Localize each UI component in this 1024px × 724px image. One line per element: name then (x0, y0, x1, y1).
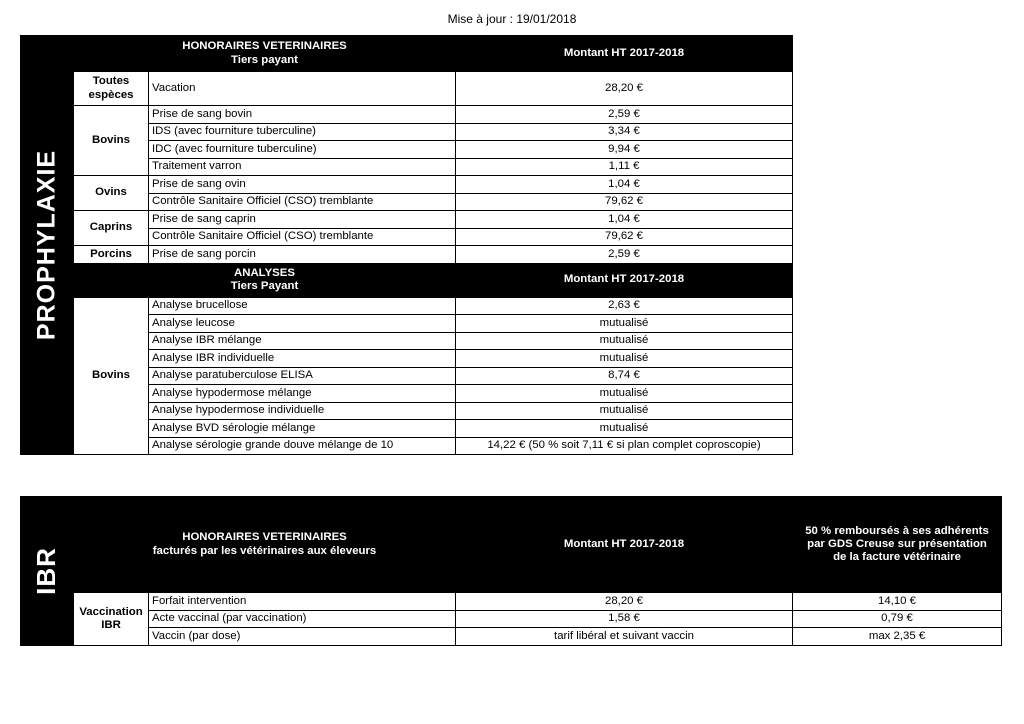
ibr-rembourse-header: 50 % remboursés à ses adhérents par GDS Creuse sur présentation de la facture vétérinaire (793, 497, 1002, 593)
honoraires-header: HONORAIRES VETERINAIRES Tiers payant (74, 36, 456, 72)
row-value: 1,04 € (456, 176, 793, 194)
analysis-label: Analyse BVD sérologie mélange (149, 420, 456, 438)
ibr-row-value: 1,58 € (456, 610, 793, 628)
ibr-row-refund: 0,79 € (793, 610, 1002, 628)
analysis-label: Analyse brucellose (149, 297, 456, 315)
category-caprins: Caprins (74, 211, 149, 246)
analysis-label: Analyse hypodermose mélange (149, 385, 456, 403)
update-date: Mise à jour : 19/01/2018 (447, 12, 577, 26)
analysis-value: 2,63 € (456, 297, 793, 315)
ibr-row-label: Acte vaccinal (par vaccination) (149, 610, 456, 628)
row-value: 2,59 € (456, 246, 793, 264)
row-label: Prise de sang caprin (149, 211, 456, 229)
analysis-label: Analyse hypodermose individuelle (149, 402, 456, 420)
analyses-header: ANALYSES Tiers Payant (74, 263, 456, 297)
row-label: IDS (avec fourniture tuberculine) (149, 123, 456, 141)
analysis-label: Analyse IBR mélange (149, 332, 456, 350)
category-ovins: Ovins (74, 176, 149, 211)
row-value: 79,62 € (456, 193, 793, 211)
montant-header: Montant HT 2017-2018 (456, 36, 793, 72)
ibr-row-value: 28,20 € (456, 593, 793, 611)
row-label: Contrôle Sanitaire Officiel (CSO) tremblante (149, 193, 456, 211)
row-label: Vacation (149, 72, 456, 106)
ibr-row-refund: max 2,35 € (793, 628, 1002, 646)
analysis-value: 8,74 € (456, 367, 793, 385)
category-toutes-especes: Toutes espèces (74, 72, 149, 106)
analysis-label: Analyse paratuberculose ELISA (149, 367, 456, 385)
row-label: Prise de sang porcin (149, 246, 456, 264)
analysis-label: Analyse leucose (149, 315, 456, 333)
analysis-label: Analyse sérologie grande douve mélange de 10 (149, 437, 456, 455)
ibr-montant-header: Montant HT 2017-2018 (456, 497, 793, 593)
row-value: 3,34 € (456, 123, 793, 141)
row-value: 28,20 € (456, 72, 793, 106)
row-value: 2,59 € (456, 106, 793, 124)
analyses-montant-header: Montant HT 2017-2018 (456, 263, 793, 297)
analysis-value: mutualisé (456, 402, 793, 420)
row-value: 79,62 € (456, 228, 793, 246)
analysis-value: mutualisé (456, 350, 793, 368)
ibr-row-label: Vaccin (par dose) (149, 628, 456, 646)
ibr-honoraires-header: HONORAIRES VETERINAIRES facturés par les vétérinaires aux éleveurs (74, 497, 456, 593)
ibr-table (20, 496, 1002, 646)
row-value: 1,04 € (456, 211, 793, 229)
row-value: 9,94 € (456, 141, 793, 159)
ibr-row-value: tarif libéral et suivant vaccin (456, 628, 793, 646)
analysis-value: 14,22 € (50 % soit 7,11 € si plan complet coproscopie) (456, 437, 793, 455)
row-label: Prise de sang bovin (149, 106, 456, 124)
analysis-label: Analyse IBR individuelle (149, 350, 456, 368)
analysis-value: mutualisé (456, 332, 793, 350)
category-bovins-analyses: Bovins (74, 297, 149, 455)
ibr-side-label: IBR (21, 497, 74, 646)
analysis-value: mutualisé (456, 420, 793, 438)
category-vaccination-ibr: Vaccination IBR (74, 593, 149, 646)
category-porcins: Porcins (74, 246, 149, 264)
analysis-value: mutualisé (456, 315, 793, 333)
row-label: Traitement varron (149, 158, 456, 176)
prophylaxie-table (20, 35, 793, 455)
row-label: Prise de sang ovin (149, 176, 456, 194)
ibr-row-label: Forfait intervention (149, 593, 456, 611)
prophylaxie-side-label: PROPHYLAXIE (21, 36, 74, 455)
analysis-value: mutualisé (456, 385, 793, 403)
row-value: 1,11 € (456, 158, 793, 176)
row-label: Contrôle Sanitaire Officiel (CSO) tremblante (149, 228, 456, 246)
ibr-row-refund: 14,10 € (793, 593, 1002, 611)
row-label: IDC (avec fourniture tuberculine) (149, 141, 456, 159)
category-bovins: Bovins (74, 106, 149, 176)
